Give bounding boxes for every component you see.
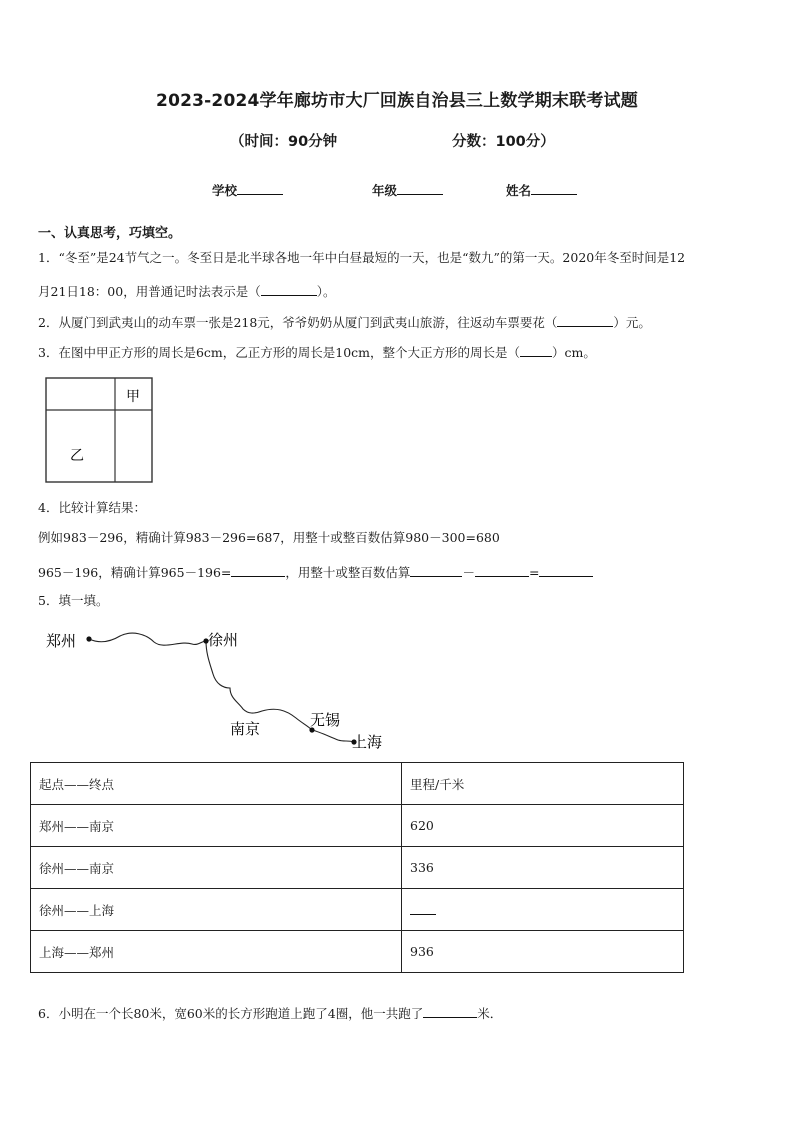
question-1-line-1: 1．“冬至”是24节气之一。冬至日是北半球各地一年中白昼最短的一天，也是“数九”的第一天。2020年冬至时间是12: [38, 250, 686, 265]
question-6: [38, 1004, 502, 1022]
question-4-task: [38, 563, 593, 581]
question-3-blank[interactable]: [520, 343, 552, 357]
route-map: [40, 622, 400, 754]
label-yi: 乙: [70, 448, 84, 464]
question-1-blank[interactable]: [261, 282, 317, 296]
cell-distance: 620: [402, 805, 684, 847]
question-1-text: 月21日18：00，用普通记时法表示是（: [38, 284, 261, 299]
name-label: 姓名: [506, 183, 532, 198]
school-field: [212, 181, 283, 199]
question-2-text: 2．从厦门到武夷山的动车票一张是218元，爷爷奶奶从厦门到武夷山旅游，往返动车票要花（: [38, 315, 558, 330]
grade-blank[interactable]: [397, 181, 443, 195]
zhengzhou-dot: [86, 636, 91, 641]
grade-label: 年级: [372, 183, 398, 198]
name-blank[interactable]: [531, 181, 577, 195]
question-4-estimate-text: ，用整十或整百数估算: [285, 565, 411, 580]
question-2-blank[interactable]: [557, 313, 613, 327]
section-title: 一、认真思考，巧填空。: [38, 226, 182, 241]
table-row: [31, 847, 684, 889]
cell-distance: 936: [402, 931, 684, 973]
question-1-end: ）。: [316, 284, 336, 299]
page-title: 2023-2024学年廊坊市大厂回族自治县三上数学期末联考试题: [156, 91, 638, 111]
squares-figure: [40, 372, 160, 487]
label-nanjing: 南京: [230, 720, 261, 738]
school-blank[interactable]: [237, 181, 283, 195]
question-5-title: 5．填一填。: [38, 593, 109, 608]
question-6-end: 米．: [477, 1006, 503, 1021]
cell-distance: 336: [402, 847, 684, 889]
question-6-text: 6．小明在一个长80米，宽60米的长方形跑道上跑了4圈，他一共跑了: [38, 1006, 424, 1021]
question-3-text: 3．在图中甲正方形的周长是6cm，乙正方形的周长是10cm，整个大正方形的周长是（: [38, 345, 521, 360]
table-row: [31, 805, 684, 847]
name-field: [506, 181, 577, 199]
exam-score: 分数：100分）: [452, 134, 555, 150]
label-wuxi: 无锡: [310, 711, 341, 729]
label-zhengzhou: 郑州: [46, 632, 77, 650]
estimate-blank-2[interactable]: [475, 563, 529, 577]
table-row: [31, 889, 684, 931]
equals-sign: =: [528, 565, 540, 580]
label-xuzhou: 徐州: [208, 631, 239, 649]
route-zhengzhou-xuzhou: [89, 633, 206, 645]
estimate-blank-3[interactable]: [539, 563, 593, 577]
exact-blank[interactable]: [231, 563, 285, 577]
route-table: [30, 762, 684, 973]
exam-time: （时间：90分钟: [230, 134, 338, 150]
header-route: 起点——终点: [31, 763, 402, 805]
label-shanghai: 上海: [352, 733, 383, 751]
cell-route: 上海——郑州: [31, 931, 402, 973]
header-distance: 里程/千米: [402, 763, 684, 805]
question-3: [38, 343, 596, 361]
school-label: 学校: [212, 183, 238, 198]
question-4-example: 例如983－296，精确计算983－296=687，用整十或整百数估算980－300=680: [38, 530, 500, 545]
question-1-line-2: [38, 282, 335, 300]
grade-field: [372, 181, 443, 199]
label-jia: 甲: [126, 389, 140, 405]
question-2-end: ）元。: [613, 315, 651, 330]
cell-route: 郑州——南京: [31, 805, 402, 847]
minus-sign: －: [462, 565, 475, 580]
cell-route: 徐州——上海: [31, 889, 402, 931]
cell-distance-blank[interactable]: [402, 889, 684, 931]
question-6-blank[interactable]: [423, 1004, 477, 1018]
table-row: [31, 931, 684, 973]
question-4-title: 4．比较计算结果：: [38, 500, 146, 515]
cell-route: 徐州——南京: [31, 847, 402, 889]
table-header-row: [31, 763, 684, 805]
question-4-text: 965－196，精确计算965－196=: [38, 565, 232, 580]
estimate-blank-1[interactable]: [410, 563, 462, 577]
question-2: [38, 313, 651, 331]
question-3-end: ）cm。: [552, 345, 596, 360]
distance-blank[interactable]: [410, 901, 436, 915]
